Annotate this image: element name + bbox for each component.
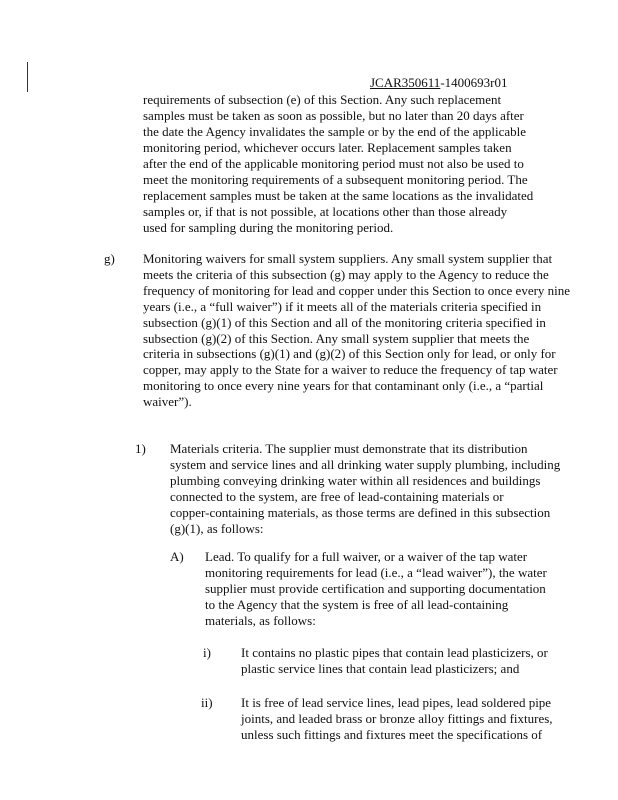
text-line: waiver”). — [143, 394, 192, 410]
text-line: samples must be taken as soon as possible, but no later than 20 days after — [143, 108, 524, 123]
text-line: replacement samples must be taken at the same locations as the invalidated — [143, 188, 534, 203]
text-line: monitoring requirements for lead (i.e., a “lead waiver”), the water — [205, 565, 547, 580]
text-line: the date the Agency invalidates the sample or by the end of the applicable — [143, 124, 527, 139]
text-line: subsection (g)(2) of this Section. Any small system supplier that meets the — [143, 330, 530, 346]
text-line: (g)(1), as follows: — [170, 521, 264, 536]
text-line: copper, may apply to the State for a waiver to reduce the frequency of tap water — [143, 362, 558, 378]
text-line: frequency of monitoring for lead and copper under this Section to once every nine — [143, 282, 571, 298]
item-A-label: A) — [170, 549, 184, 564]
text-line: unless such fittings and fixtures meet the specifications of — [241, 727, 543, 742]
section-g-label: g) — [104, 251, 115, 266]
doc-id-main: JCAR350611 — [370, 75, 441, 90]
text-line: criteria in subsections (g)(1) and (g)(2) of this Section only for lead, or only for — [143, 346, 556, 362]
text-line: monitoring period, whichever occurs later. Replacement samples taken — [143, 140, 512, 155]
text-line: Monitoring waivers for small system suppliers. Any small system supplier that — [143, 251, 553, 266]
item-i-label: i) — [203, 645, 211, 660]
text-line: meets the criteria of this subsection (g) may apply to the Agency to reduce the — [143, 266, 549, 282]
text-line: It contains no plastic pipes that contain lead plasticizers, or — [241, 645, 548, 660]
text-line: subsection (g)(1) of this Section and all of the monitoring criteria specified in — [143, 314, 546, 330]
item-ii-label: ii) — [201, 695, 213, 710]
text-line: monitoring to once every nine years for that contaminant only (i.e., a “partial — [143, 378, 544, 394]
text-line: Materials criteria. The supplier must demonstrate that its distribution — [170, 441, 528, 456]
text-line: to the Agency that the system is free of all lead-containing — [205, 597, 509, 612]
text-line: Lead. To qualify for a full waiver, or a waiver of the tap water — [205, 549, 528, 564]
revision-bar — [27, 62, 28, 92]
text-line: used for sampling during the monitoring period. — [143, 220, 394, 235]
text-line: system and service lines and all drinking water supply plumbing, including — [170, 457, 561, 472]
text-line: It is free of lead service lines, lead pipes, lead soldered pipe — [241, 695, 552, 710]
doc-id-suffix: -1400693r01 — [440, 75, 508, 90]
text-line: materials, as follows: — [205, 613, 316, 628]
text-line: copper-containing materials, as those terms are defined in this subsection — [170, 505, 551, 520]
item-1-label: 1) — [135, 441, 146, 456]
text-line: years (i.e., a “full waiver”) if it meets all of the materials criteria specified in — [143, 298, 542, 314]
text-line: joints, and leaded brass or bronze alloy fittings and fixtures, — [241, 711, 553, 726]
text-line: samples or, if that is not possible, at locations other than those already — [143, 204, 508, 219]
text-line: after the end of the applicable monitoring period must not also be used to — [143, 156, 524, 171]
text-line: requirements of subsection (e) of this Section. Any such replacement — [143, 92, 502, 107]
text-line: supplier must provide certification and supporting documentation — [205, 581, 546, 596]
text-line: meet the monitoring requirements of a subsequent monitoring period. The — [143, 172, 528, 187]
text-line: plumbing conveying drinking water within all residences and buildings — [170, 473, 541, 488]
text-line: connected to the system, are free of lead-containing materials or — [170, 489, 504, 504]
document-id — [370, 75, 507, 91]
text-line: plastic service lines that contain lead plasticizers; and — [241, 661, 520, 676]
